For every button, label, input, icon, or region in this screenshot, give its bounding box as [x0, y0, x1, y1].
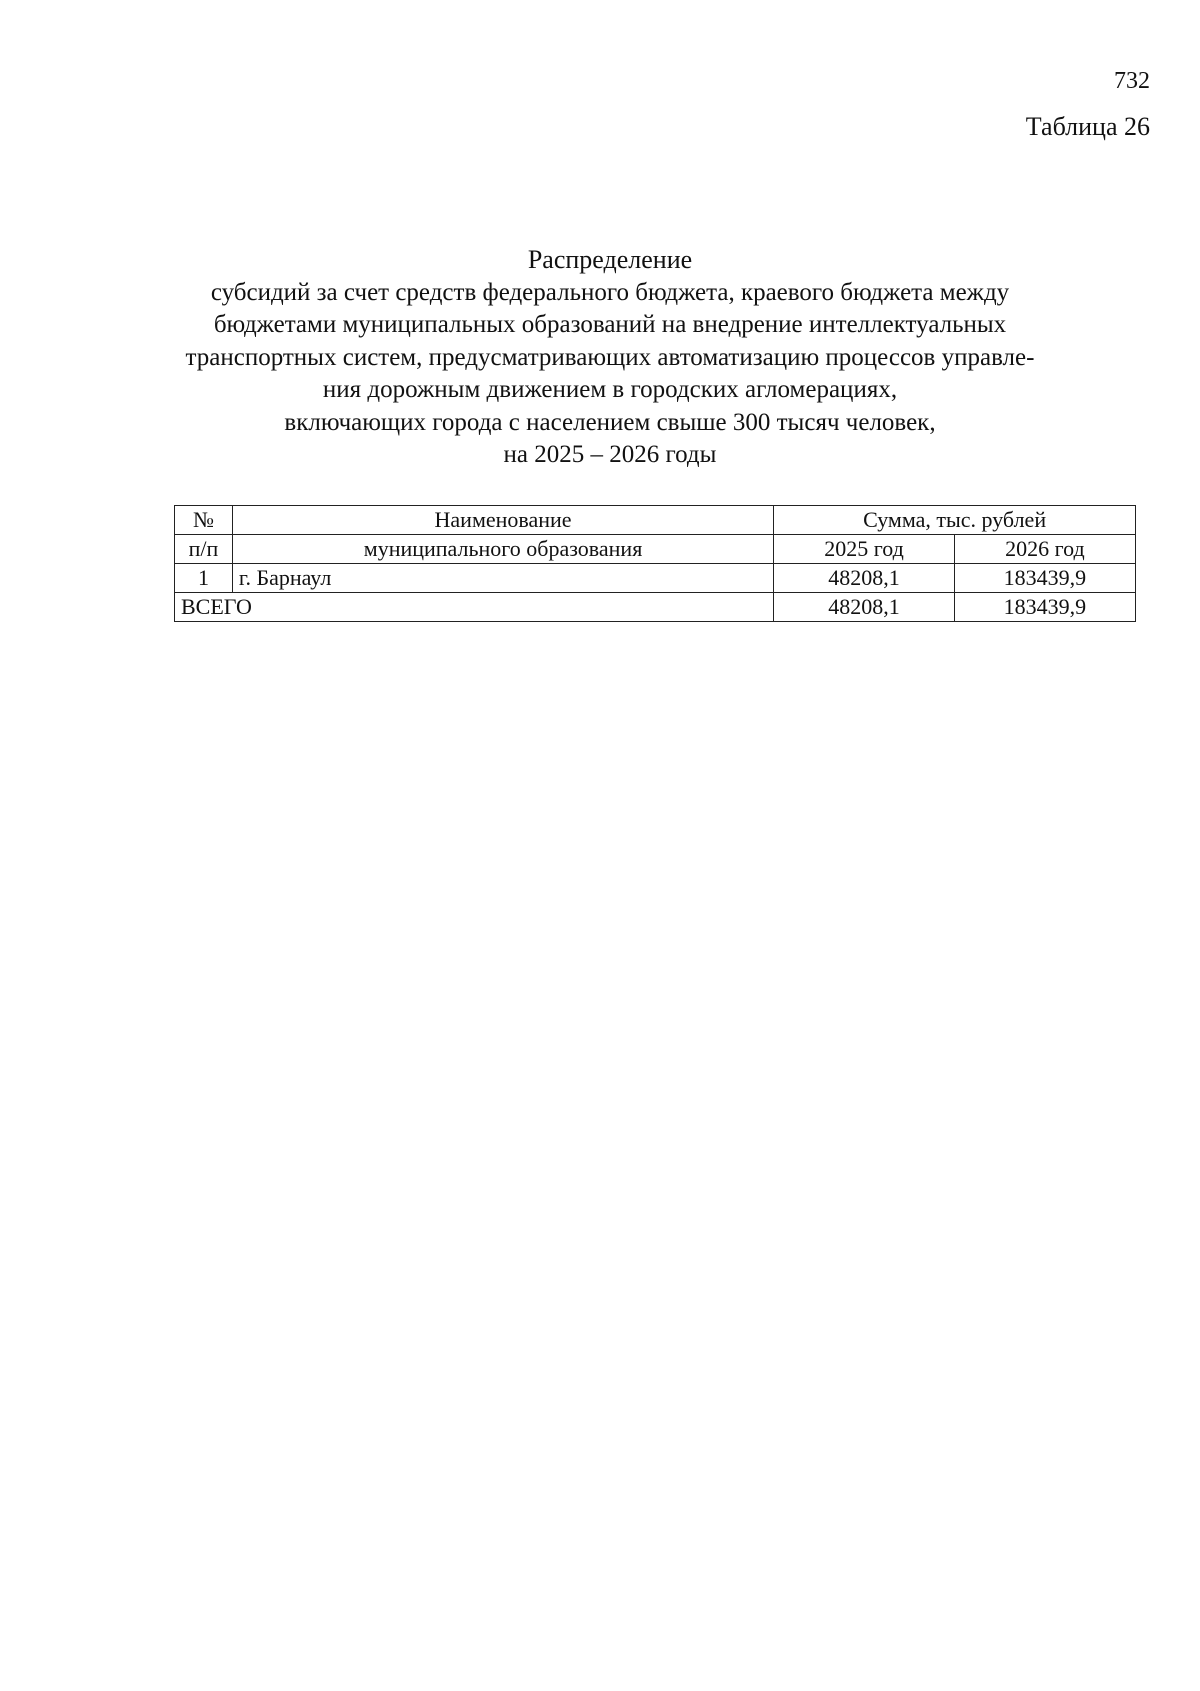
title-line-3: транспортных систем, предусматривающих автоматизацию процессов управле- — [185, 343, 1035, 371]
table-header-row-2 — [175, 535, 1136, 564]
title-line-6: на 2025 – 2026 годы — [503, 441, 717, 468]
row-value-2026: 183439,9 — [954, 564, 1135, 593]
header-year-2026: 2026 год — [954, 535, 1135, 564]
subsidy-distribution-table — [174, 505, 1136, 622]
page-number: 732 — [1114, 68, 1150, 94]
title-line-2: бюджетами муниципальных образований на внедрение интеллектуальных — [213, 311, 1007, 338]
table-row — [175, 564, 1136, 593]
title-line-5: включающих города с населением свыше 300 тысяч человек, — [284, 408, 936, 436]
header-name-line2: муниципального образования — [232, 535, 773, 564]
row-value-2025: 48208,1 — [774, 564, 955, 593]
total-value-2026: 183439,9 — [954, 593, 1135, 622]
header-year-2025: 2025 год — [774, 535, 955, 564]
header-name-line1: Наименование — [232, 506, 773, 535]
document-title — [160, 244, 1060, 472]
table-total-row — [175, 593, 1136, 622]
row-num: 1 — [175, 564, 233, 593]
header-num-line2: п/п — [175, 535, 233, 564]
total-label: ВСЕГО — [175, 593, 774, 622]
table-header-row-1 — [175, 506, 1136, 535]
title-heading: Распределение — [527, 245, 693, 274]
title-line-1: субсидий за счет средств федерального бюджета, краевого бюджета между — [210, 278, 1010, 306]
row-municipality: г. Барнаул — [232, 564, 773, 593]
table-label: Таблица 26 — [1025, 112, 1150, 141]
header-num-line1: № — [175, 506, 233, 535]
total-value-2025: 48208,1 — [774, 593, 955, 622]
title-line-4: ния дорожным движением в городских агломерациях, — [322, 376, 898, 403]
header-sum: Сумма, тыс. рублей — [774, 506, 1136, 535]
